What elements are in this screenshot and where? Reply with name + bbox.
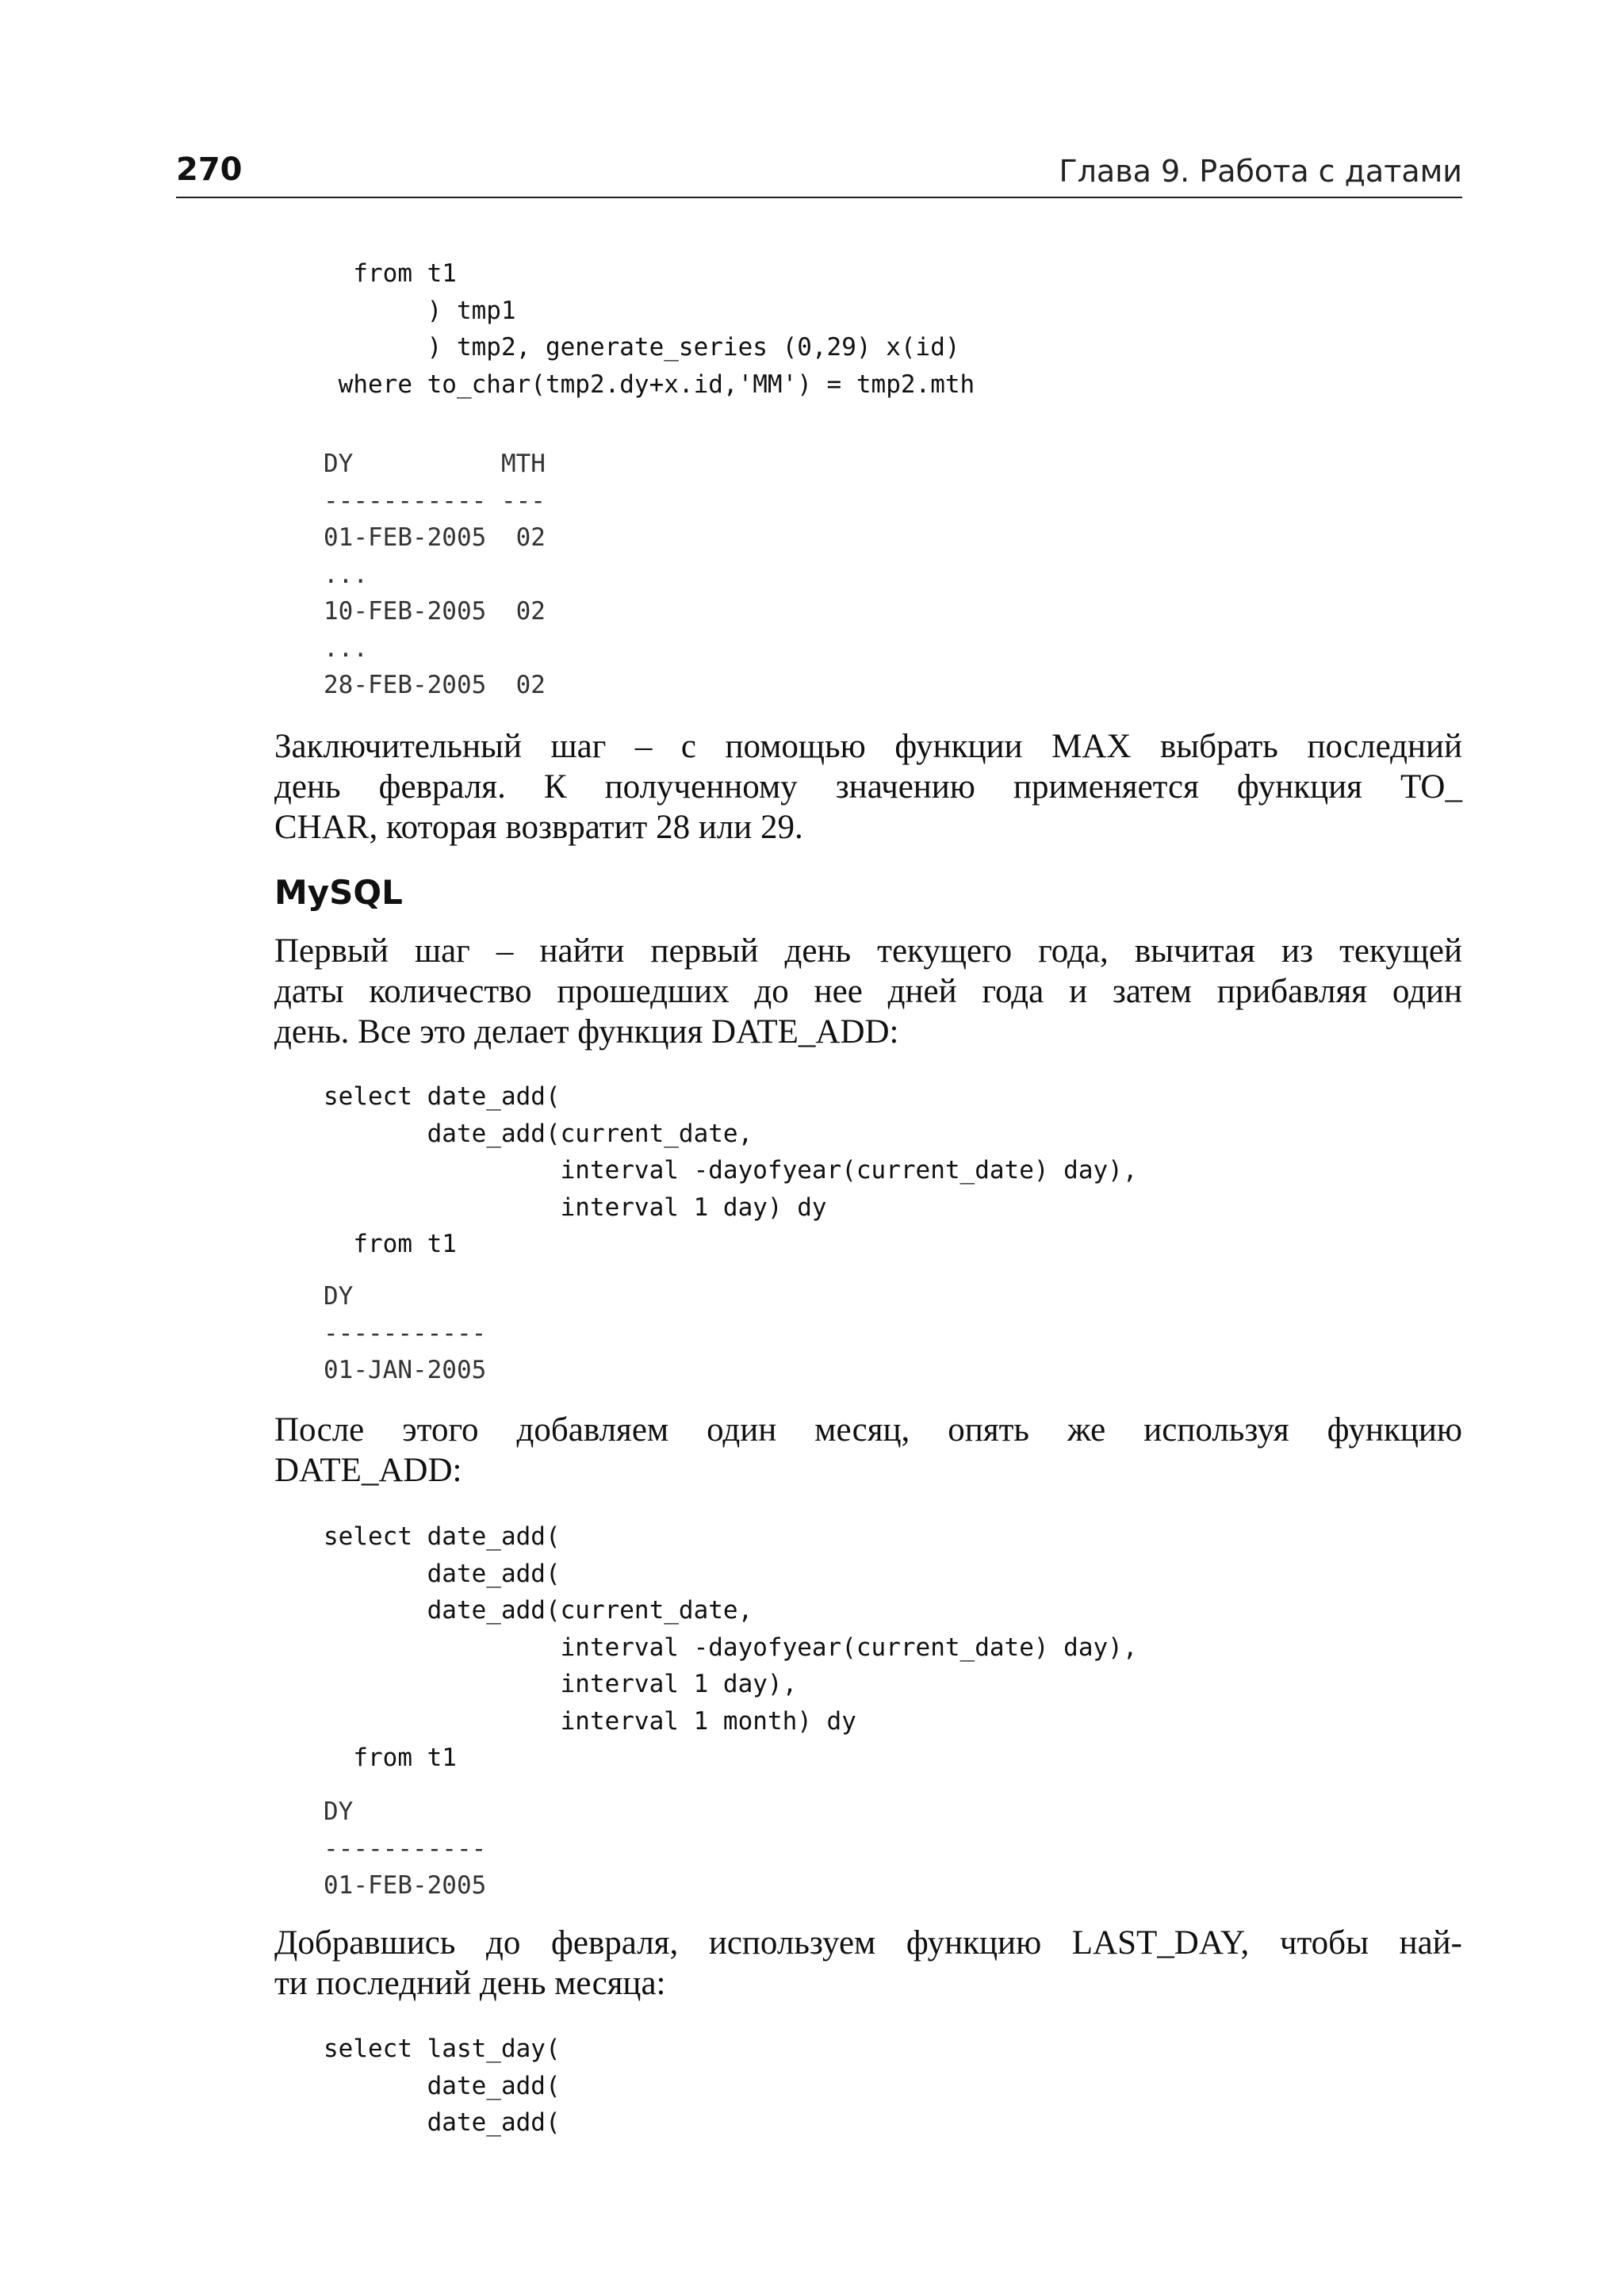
code-block-postgres-tail: from t1 ) tmp1 ) tmp2, generate_series (0,29) x(id) where to_char(tmp2.dy+x.id,'MM') = tmp2.mth [338, 259, 975, 399]
paragraph-line: Добравшись до февраля, используем функцию LAST_DAY, чтобы най- [274, 1924, 1462, 1962]
paragraph-final-step [274, 726, 1462, 848]
paragraph-line: CHAR, которая возвратит 28 или 29. [274, 809, 803, 846]
paragraph-line: После этого добавляем один месяц, опять же используя функцию [274, 1411, 1462, 1449]
paragraph-line: день. Все это делает функция DATE_ADD: [274, 1013, 899, 1051]
page-number: 270 [176, 151, 243, 188]
query-result-jan-first: DY ----------- 01-JAN-2005 [324, 1282, 487, 1384]
page-header [176, 149, 1462, 198]
paragraph-line: DATE_ADD: [274, 1452, 462, 1489]
paragraph-mysql-first-step [274, 931, 1462, 1052]
query-result-feb-first: DY ----------- 01-FEB-2005 [324, 1797, 487, 1900]
code-block-first-day-of-year: select date_add( date_add(current_date, interval -dayofyear(current_date) day), interval 1 day) dy from t1 [324, 1082, 1138, 1258]
running-title: Глава 9. Работа с датами [1059, 154, 1462, 189]
code-block-last-day: select last_day( date_add( date_add( [324, 2035, 561, 2137]
code-block-add-month: select date_add( date_add( date_add(current_date, interval -dayofyear(current_date) day), interval 1 day), interval 1 month) dy from t1 [324, 1522, 1138, 1772]
paragraph-line: даты количество прошедших до нее дней года и затем прибавляя один [274, 973, 1462, 1010]
paragraph-line: день февраля. К полученному значению применяется функция TO_ [274, 768, 1462, 806]
paragraph-last-day [274, 1923, 1462, 2004]
section-heading-mysql: MySQL [274, 873, 403, 912]
paragraph-line: Первый шаг – найти первый день текущего года, вычитая из текущей [274, 932, 1462, 970]
paragraph-add-month [274, 1410, 1462, 1491]
paragraph-line: Заключительный шаг – с помощью функции MAX выбрать последний [274, 728, 1462, 765]
query-result-february-days: DY MTH ----------- --- 01-FEB-2005 02 ... 10-FEB-2005 02 ... 28-FEB-2005 02 [324, 450, 546, 699]
paragraph-line: ти последний день месяца: [274, 1965, 666, 2002]
